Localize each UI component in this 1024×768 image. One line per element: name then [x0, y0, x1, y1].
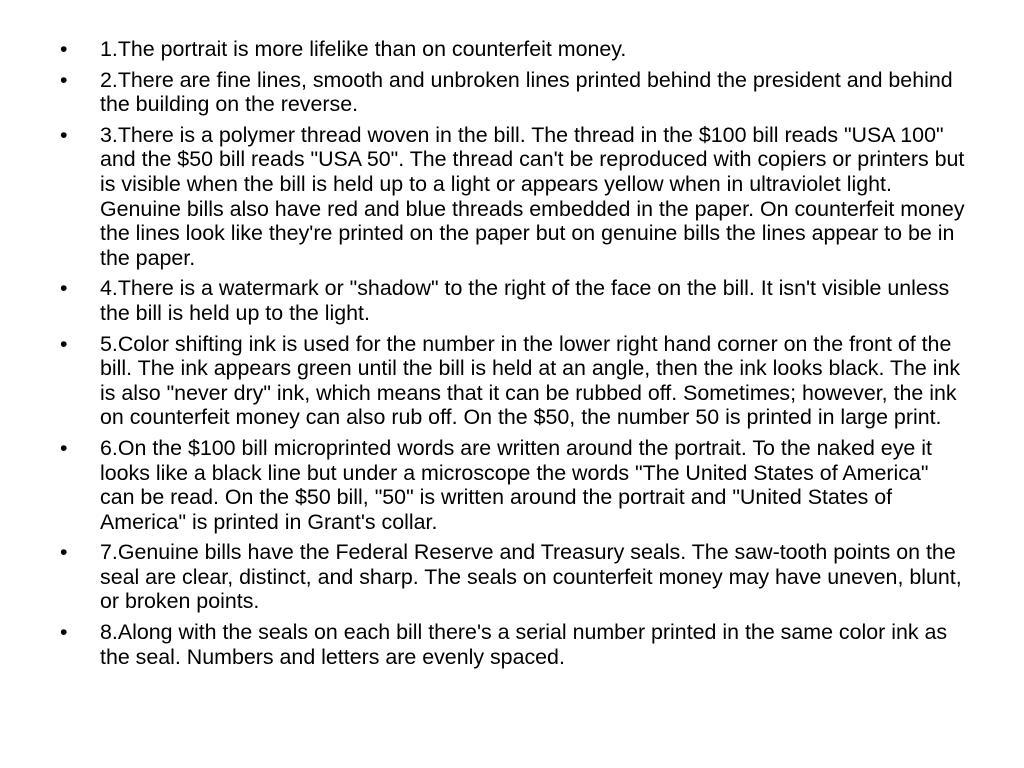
list-item [58, 540, 968, 614]
bullet-marker: • [60, 435, 68, 460]
list-item-text: 4.There is a watermark or "shadow" to the right of the face on the bill. It isn't visible unless the bill is held up to the light. [100, 276, 950, 325]
bullet-list [58, 37, 968, 675]
list-item-text: 8.Along with the seals on each bill there's a serial number printed in the same color ink as the seal. Numbers and letters are evenly spaced. [100, 620, 948, 669]
list-item-text: 6.On the $100 bill microprinted words are written around the portrait. To the naked eye it looks like a black line but under a microscope the words "The United States of America" can be read. On the $50 bill, "50" is written around the portrait and "United States of America" is printed in Grant's collar. [100, 435, 932, 534]
bullet-marker: • [60, 540, 68, 565]
bullet-marker: • [60, 67, 68, 92]
list-item-text: 1.The portrait is more lifelike than on counterfeit money. [100, 37, 627, 61]
list-item [58, 620, 968, 669]
bullet-marker: • [60, 122, 68, 147]
list-item [58, 332, 968, 430]
bullet-marker: • [60, 37, 68, 61]
list-item [58, 37, 968, 62]
list-item-text: 3.There is a polymer thread woven in the bill. The thread in the $100 bill reads "USA 100" and the $50 bill reads "USA 50". The thread can't be reproduced with copiers or printers but is visible when the bill is held up to a light or appears yellow when in ultraviolet light. Genuine bills also have red and blue threads embedded in the paper. On counterfeit money the lines look like they're printed on the paper but on genuine bills the lines appear to be in the paper. [100, 122, 965, 270]
bullet-marker: • [60, 331, 68, 356]
list-item [58, 276, 968, 325]
list-item [58, 68, 968, 117]
list-item-text: 5.Color shifting ink is used for the number in the lower right hand corner on the front of the bill. The ink appears green until the bill is held at an angle, then the ink looks black. The ink is also "never dry" ink, which means that it can be rubbed off. Sometimes; however, the ink on counterfeit money can also rub off. On the $50, the number 50 is printed in large print. [100, 331, 961, 430]
list-item-text: 7.Genuine bills have the Federal Reserve and Treasury seals. The saw-tooth points on the seal are clear, distinct, and sharp. The seals on counterfeit money may have uneven, blunt, or broken points. [100, 540, 962, 614]
list-item-text: 2.There are fine lines, smooth and unbroken lines printed behind the president and behind the building on the reverse. [100, 67, 953, 117]
bullet-marker: • [60, 620, 68, 645]
list-item [58, 436, 968, 534]
bullet-marker: • [60, 276, 68, 301]
list-item [58, 123, 968, 271]
